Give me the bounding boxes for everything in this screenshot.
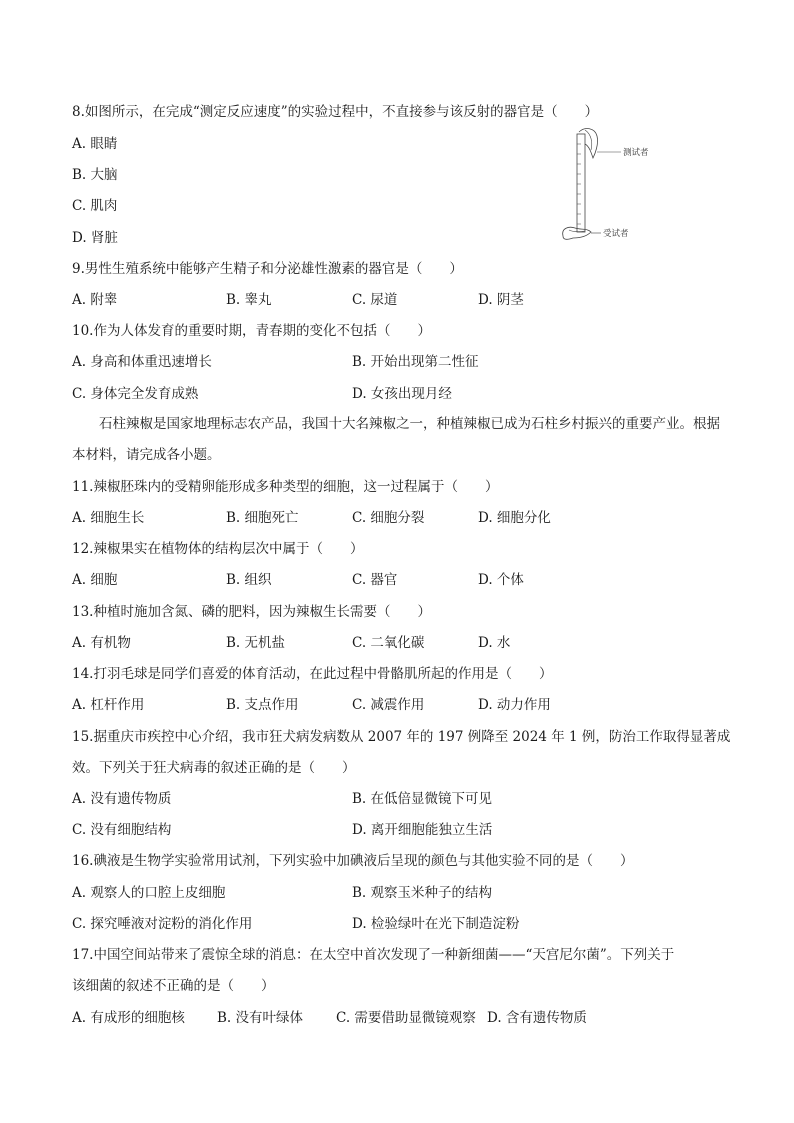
q16-option-b[interactable]: B. 观察玉米种子的结构 — [352, 885, 493, 901]
q8-option-a[interactable]: A. 眼睛 — [72, 136, 118, 152]
question-12-stem: 12.辣椒果实在植物体的结构层次中属于（ ） — [72, 541, 364, 557]
q10-option-b[interactable]: B. 开始出现第二性征 — [352, 354, 479, 370]
q15-option-d[interactable]: D. 离开细胞能独立生活 — [352, 822, 493, 838]
q10-option-d[interactable]: D. 女孩出现月经 — [352, 386, 452, 402]
question-10-stem: 10.作为人体发育的重要时期，青春期的变化不包括（ ） — [72, 323, 431, 339]
q8-option-d[interactable]: D. 肾脏 — [72, 230, 118, 246]
q16-option-a[interactable]: A. 观察人的口腔上皮细胞 — [72, 885, 226, 901]
reaction-test-figure — [555, 124, 675, 246]
q11-option-d[interactable]: D. 细胞分化 — [478, 510, 551, 526]
question-14-stem: 14.打羽毛球是同学们喜爱的体育活动，在此过程中骨骼肌所起的作用是（ ） — [72, 666, 553, 682]
q13-option-a[interactable]: A. 有机物 — [72, 635, 131, 651]
figure-label-tester: 测试者 — [623, 148, 649, 158]
q9-option-c[interactable]: C. 尿道 — [352, 292, 398, 308]
q11-option-b[interactable]: B. 细胞死亡 — [226, 510, 299, 526]
q13-option-c[interactable]: C. 二氧化碳 — [352, 635, 425, 651]
q17-option-c[interactable]: C. 需要借助显微镜观察 — [336, 1010, 476, 1026]
q11-option-a[interactable]: A. 细胞生长 — [72, 510, 145, 526]
question-17-stem-line1: 17.中国空间站带来了震惊全球的消息：在太空中首次发现了一种新细菌——“天宫尼尔菌”。下列关于 — [72, 947, 675, 963]
q12-option-c[interactable]: C. 器官 — [352, 572, 398, 588]
q14-option-c[interactable]: C. 减震作用 — [352, 697, 425, 713]
q10-option-c[interactable]: C. 身体完全发育成熟 — [72, 386, 199, 402]
q17-option-a[interactable]: A. 有成形的细胞核 — [72, 1010, 185, 1026]
question-9-stem: 9.男性生殖系统中能够产生精子和分泌雄性激素的器官是（ ） — [72, 261, 463, 277]
question-15-stem-line2: 效。下列关于狂犬病毒的叙述正确的是（ ） — [72, 760, 356, 776]
q14-option-d[interactable]: D. 动力作用 — [478, 697, 551, 713]
q17-option-b[interactable]: B. 没有叶绿体 — [217, 1010, 304, 1026]
q9-option-b[interactable]: B. 睾丸 — [226, 292, 272, 308]
question-8-stem: 8.如图所示，在完成“测定反应速度”的实验过程中，不直接参与该反射的器官是（ ） — [72, 104, 599, 120]
q17-option-d[interactable]: D. 含有遗传物质 — [487, 1010, 587, 1026]
q12-option-b[interactable]: B. 组织 — [226, 572, 272, 588]
passage-text: 石柱辣椒是国家地理标志农产品，我国十大名辣椒之一，种植辣椒已成为石柱乡村振兴的重要产业。根据本材料，请完成各小题。 — [72, 416, 720, 463]
q8-option-b[interactable]: B. 大脑 — [72, 167, 118, 183]
q15-option-b[interactable]: B. 在低倍显微镜下可见 — [352, 791, 493, 807]
question-15-stem-line1: 15.据重庆市疾控中心介绍，我市狂犬病发病数从 2007 年的 197 例降至 2024 年 1 例，防治工作取得显著成 — [72, 729, 731, 745]
q13-option-d[interactable]: D. 水 — [478, 635, 511, 651]
question-17-stem-line2: 该细菌的叙述不正确的是（ ） — [72, 978, 275, 994]
q16-option-c[interactable]: C. 探究唾液对淀粉的消化作用 — [72, 916, 253, 932]
q9-option-a[interactable]: A. 附睾 — [72, 292, 118, 308]
q9-option-d[interactable]: D. 阴茎 — [478, 292, 524, 308]
q15-option-c[interactable]: C. 没有细胞结构 — [72, 822, 172, 838]
figure-label-testee: 受试者 — [603, 229, 629, 239]
q12-option-d[interactable]: D. 个体 — [478, 572, 524, 588]
q11-option-c[interactable]: C. 细胞分裂 — [352, 510, 425, 526]
q13-option-b[interactable]: B. 无机盐 — [226, 635, 286, 651]
q16-option-d[interactable]: D. 检验绿叶在光下制造淀粉 — [352, 916, 520, 932]
question-13-stem: 13.种植时施加含氮、磷的肥料，因为辣椒生长需要（ ） — [72, 604, 431, 620]
q8-option-c[interactable]: C. 肌肉 — [72, 198, 118, 214]
question-11-stem: 11.辣椒胚珠内的受精卵能形成多种类型的细胞，这一过程属于（ ） — [72, 479, 499, 495]
q14-option-a[interactable]: A. 杠杆作用 — [72, 697, 145, 713]
q10-option-a[interactable]: A. 身高和体重迅速增长 — [72, 354, 212, 370]
q15-option-a[interactable]: A. 没有遗传物质 — [72, 791, 172, 807]
question-16-stem: 16.碘液是生物学实验常用试剂，下列实验中加碘液后呈现的颜色与其他实验不同的是（ ） — [72, 853, 634, 869]
q12-option-a[interactable]: A. 细胞 — [72, 572, 118, 588]
q14-option-b[interactable]: B. 支点作用 — [226, 697, 299, 713]
